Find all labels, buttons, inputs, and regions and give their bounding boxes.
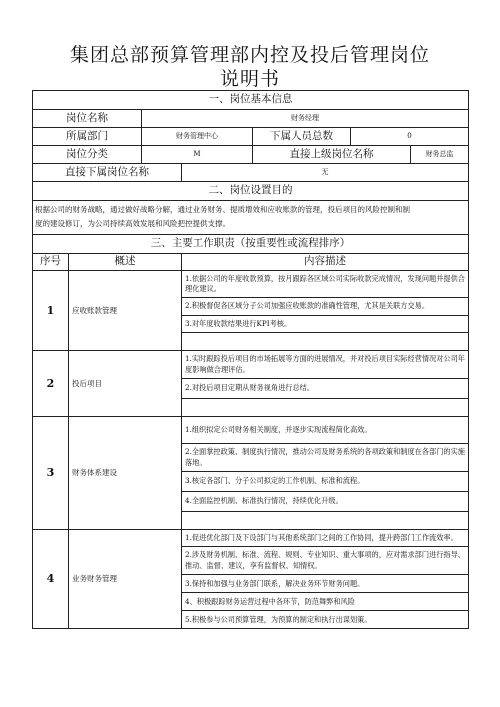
position-name-value: 财务经理 [142, 110, 469, 128]
duty-summary: 业务财务管理 [69, 530, 182, 629]
duty-number: 3 [33, 417, 69, 530]
duty-detail-item: 1.促进优化部门及下设部门与其他系统部门之间的工作协同，提升跨部门工作流效率。 [182, 530, 469, 547]
duty-detail-empty [182, 512, 469, 530]
duty-detail-item: 4.全面监控机制、标准执行情况，持续优化升级。 [182, 492, 469, 512]
position-name-label: 岗位名称 [33, 110, 142, 128]
duty-detail-item: 2.涉及财务机制、标准、流程、规则、专业知识、重大事项的，应对需求部门进行指导、推动、监督、建议，享有监督权、知情权。 [182, 547, 469, 575]
department-label: 所属部门 [33, 128, 142, 146]
duty-number: 1 [33, 270, 69, 351]
duty-detail-item: 4、积极跟踪财务运营过程中各环节，防范舞弊和风险 [182, 593, 469, 611]
duty-summary: 应收账款管理 [69, 270, 182, 351]
duty-number: 4 [33, 530, 69, 629]
duty-detail-item: 1.组织拟定公司财务相关制度，并逐步实现流程简化高效。 [182, 417, 469, 444]
section-duties-heading: 三、主要工作职责（按重要性或流程排序） [33, 234, 469, 253]
job-description-table [32, 90, 469, 629]
document-subtitle: 说明书 [219, 68, 280, 90]
duty-detail-item: 3.对年度收款结果进行KPI考核。 [182, 315, 469, 332]
column-header-number: 序号 [33, 253, 69, 270]
purpose-line-1: 根据公司的财务战略，通过做好战略分解，通过业务财务、提质增效和应收账款的管理，投后项目的风险控制和制 [35, 205, 410, 214]
position-category-label: 岗位分类 [33, 146, 142, 164]
purpose-text [33, 201, 469, 235]
section-purpose-heading: 二、岗位设置目的 [33, 182, 469, 201]
column-header-detail: 内容描述 [182, 253, 469, 270]
duty-detail-item: 1.实时跟踪投后项目的市场拓展等方面的进展情况，并对投后项目实际经营情况对公司年度影响做合理评估。 [182, 351, 469, 379]
duty-detail-item: 2.积极督促各区域分子公司加强应收账款的准确性管理，尤其是关联方交易。 [182, 298, 469, 315]
direct-subordinate-value: 无 [182, 164, 469, 182]
direct-subordinate-label: 直接下属岗位名称 [33, 164, 182, 182]
subordinates-count-label: 下属人员总数 [253, 128, 351, 146]
superior-position-label: 直接上级岗位名称 [253, 146, 411, 164]
duty-number: 2 [33, 351, 69, 417]
position-category-value: M [142, 146, 253, 164]
duty-detail-item: 3.核定各部门、分子公司拟定的工作机制、标准和流程。 [182, 472, 469, 492]
department-value: 财务管理中心 [142, 128, 253, 146]
purpose-line-2: 度的建设修订，为公司持续高效发展和风险把控提供支撑。 [35, 219, 230, 229]
duty-detail-item: 2.对投后项目定期从财务视角进行总结。 [182, 379, 469, 399]
subordinates-count-value: 0 [351, 128, 469, 146]
column-header-summary: 概述 [69, 253, 182, 270]
duty-detail-item: 2.全面掌控政策、制度执行情况，推动公司及财务系统的各项政策和制度在各部门的实施落地。 [182, 444, 469, 472]
duty-summary: 投后项目 [69, 351, 182, 417]
duty-detail-empty [182, 399, 469, 417]
duty-detail-empty [182, 333, 469, 351]
duty-detail-item: 1.依据公司的年度收款预算，按月跟踪各区域公司实际收款完成情况，发现问题并提供合理化建议。 [182, 270, 469, 298]
section-basic-heading: 一、岗位基本信息 [33, 91, 469, 110]
duty-detail-item: 3.保持和加强与业务部门联系，解决业务环节财务问题。 [182, 575, 469, 593]
duty-summary: 财务体系建设 [69, 417, 182, 530]
duty-detail-item: 5.积极参与公司预算管理，为预算的制定和执行出谋划策。 [182, 611, 469, 629]
superior-position-value: 财务总监 [411, 146, 469, 164]
document-title: 集团总部预算管理部内控及投后管理岗位 [69, 44, 430, 66]
